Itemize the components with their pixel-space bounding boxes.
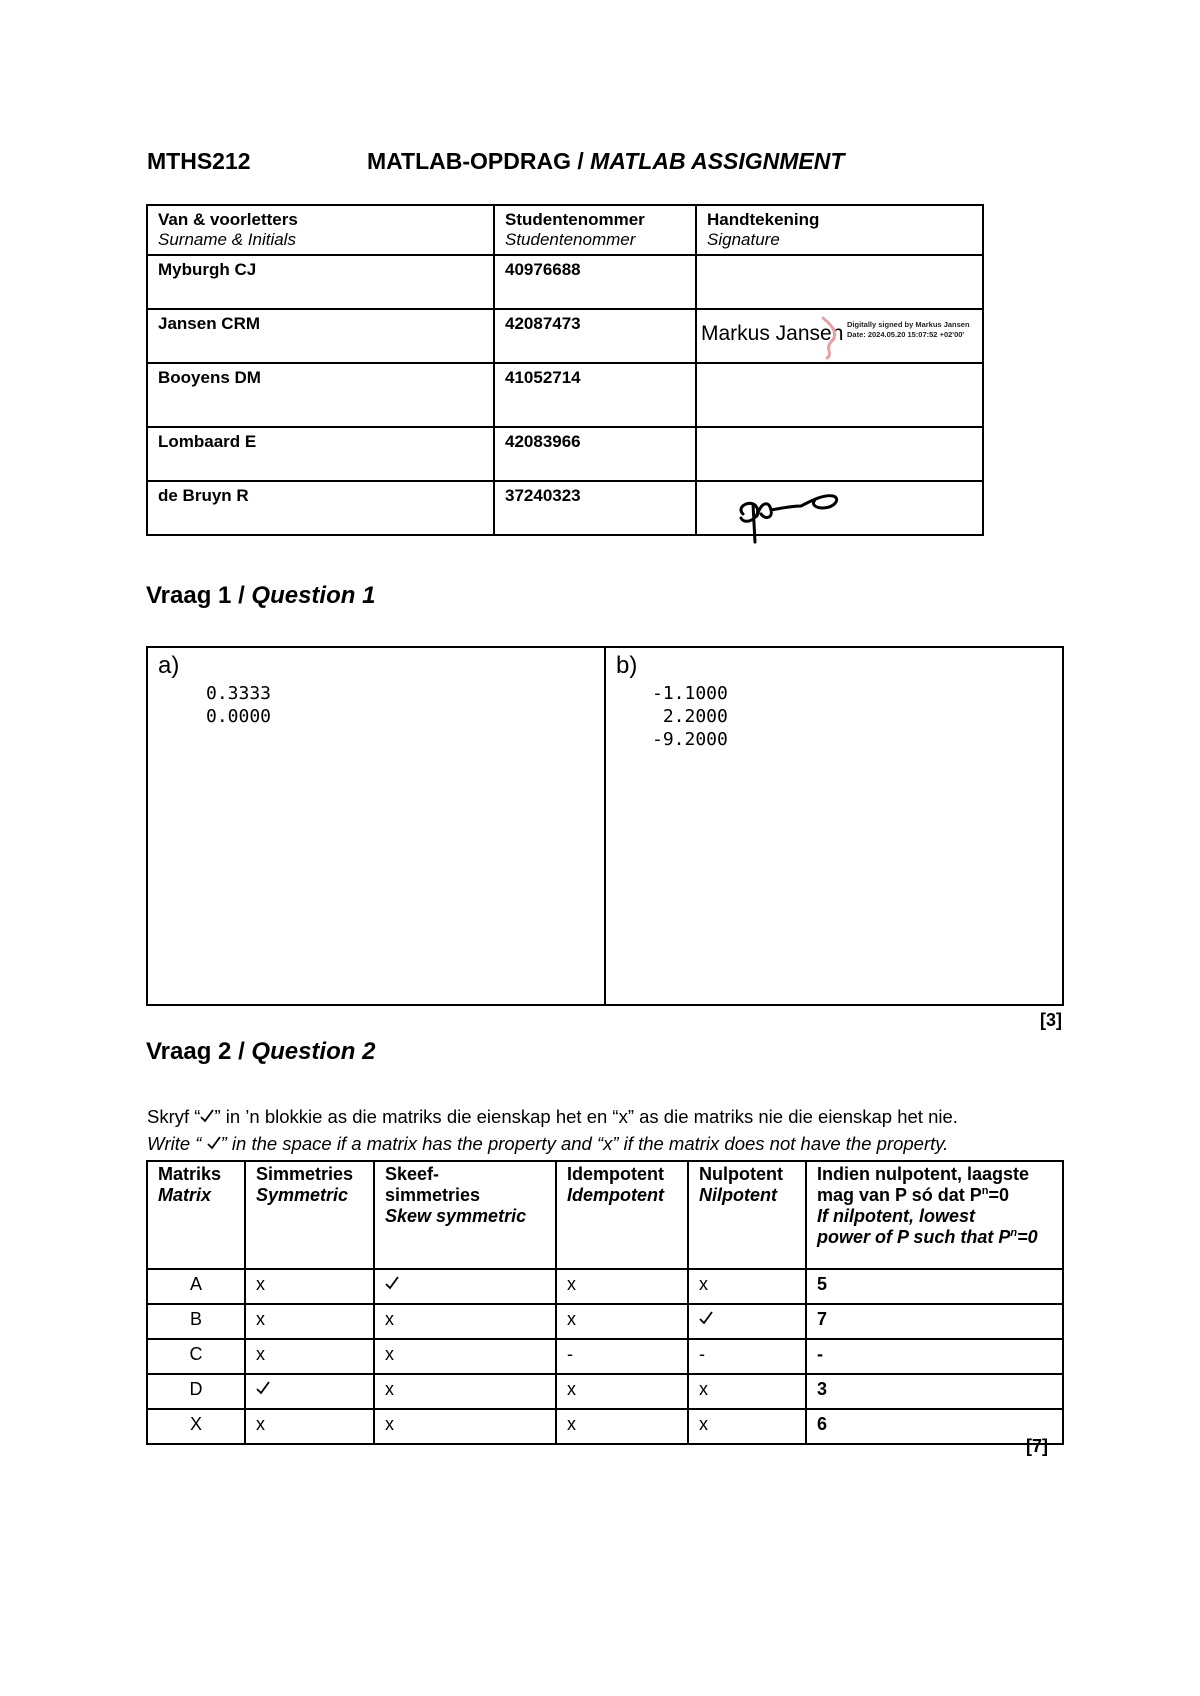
student-name: de Bruyn R bbox=[147, 481, 494, 535]
nilpotent-cell: - bbox=[688, 1339, 806, 1374]
symmetric-cell bbox=[245, 1374, 374, 1409]
instruction-afrikaans: Skryf “ ” in ’n blokkie as die matriks die eienskap het en “x” as die matriks nie die eienskap het nie. bbox=[147, 1106, 958, 1127]
signature-cell bbox=[696, 255, 983, 309]
question2-marks: [7] bbox=[1026, 1436, 1048, 1456]
lowest-cell: - bbox=[806, 1339, 1063, 1374]
student-number: 37240323 bbox=[494, 481, 696, 535]
skew-cell: x bbox=[374, 1339, 556, 1374]
column-lowest-power: Indien nulpotent, laagste mag van P só dat $P^n=0$ If nilpotent, lowest power of P such that $P^n=0$ bbox=[806, 1161, 1063, 1269]
matrix-label: D bbox=[147, 1374, 245, 1409]
checkmark-icon bbox=[200, 1109, 214, 1123]
student-name: Booyens DM bbox=[147, 363, 494, 427]
checkmark-icon bbox=[207, 1136, 221, 1150]
signature-cell bbox=[696, 427, 983, 481]
header-signature: Handtekening Signature bbox=[696, 205, 983, 255]
idempotent-cell: - bbox=[556, 1339, 688, 1374]
idempotent-cell: x bbox=[556, 1409, 688, 1444]
title-english: MATLAB ASSIGNMENT bbox=[590, 148, 845, 174]
lowest-cell: 6 bbox=[806, 1409, 1063, 1444]
symmetric-cell: x bbox=[245, 1339, 374, 1374]
lowest-cell: 5 bbox=[806, 1269, 1063, 1304]
handwritten-signature-icon bbox=[731, 484, 851, 544]
title-afrikaans: MATLAB-OPDRAG / bbox=[367, 148, 584, 174]
column-symmetric: Simmetries Symmetric bbox=[245, 1161, 374, 1269]
header-number: Studentenommer Studentenommer bbox=[494, 205, 696, 255]
matrix-properties-table bbox=[146, 1160, 1064, 1445]
table-row bbox=[147, 1269, 1063, 1304]
table-row bbox=[147, 1304, 1063, 1339]
column-skew-symmetric: Skeef- simmetries Skew symmetric bbox=[374, 1161, 556, 1269]
idempotent-cell: x bbox=[556, 1374, 688, 1409]
question1-title: Vraag 1 / Question 1 bbox=[146, 582, 376, 609]
digital-signature-cell bbox=[696, 309, 983, 363]
nilpotent-cell: x bbox=[688, 1374, 806, 1409]
course-code: MTHS212 bbox=[147, 148, 251, 174]
column-nilpotent: Nulpotent Nilpotent bbox=[688, 1161, 806, 1269]
part-b-values: -1.1000 2.2000 -9.2000 bbox=[652, 683, 728, 750]
checkmark-icon bbox=[256, 1381, 270, 1395]
student-number: 42083966 bbox=[494, 427, 696, 481]
table-row bbox=[147, 1374, 1063, 1409]
idempotent-cell: x bbox=[556, 1304, 688, 1339]
lowest-cell: 7 bbox=[806, 1304, 1063, 1339]
skew-cell bbox=[374, 1269, 556, 1304]
student-number: 42087473 bbox=[494, 309, 696, 363]
table-row bbox=[147, 1409, 1063, 1444]
skew-cell: x bbox=[374, 1409, 556, 1444]
question1-answer-box bbox=[146, 646, 1064, 1006]
signature-cell bbox=[696, 481, 983, 535]
table-row bbox=[147, 1339, 1063, 1374]
question1-marks: [3] bbox=[1040, 1010, 1062, 1030]
assignment-title bbox=[367, 148, 844, 175]
symmetric-cell: x bbox=[245, 1304, 374, 1339]
signature-cell bbox=[696, 363, 983, 427]
lowest-cell: 3 bbox=[806, 1374, 1063, 1409]
matrix-label: B bbox=[147, 1304, 245, 1339]
symmetric-cell: x bbox=[245, 1269, 374, 1304]
student-number: 41052714 bbox=[494, 363, 696, 427]
question2-title: Vraag 2 / Question 2 bbox=[146, 1038, 376, 1065]
matrix-label: X bbox=[147, 1409, 245, 1444]
column-idempotent: Idempotent Idempotent bbox=[556, 1161, 688, 1269]
digital-signature-details: Digitally signed by Markus Jansen Date: 2024.05.20 15:07:52 +02'00' bbox=[847, 320, 970, 339]
part-a-label: a) bbox=[158, 652, 180, 679]
student-name: Myburgh CJ bbox=[147, 255, 494, 309]
nilpotent-cell: x bbox=[688, 1409, 806, 1444]
idempotent-cell: x bbox=[556, 1269, 688, 1304]
digital-signature-name: Markus Jansen bbox=[701, 322, 844, 345]
nilpotent-cell: x bbox=[688, 1269, 806, 1304]
skew-cell: x bbox=[374, 1304, 556, 1339]
matrix-label: C bbox=[147, 1339, 245, 1374]
student-signature-table bbox=[146, 204, 984, 536]
signature-mark-icon bbox=[819, 316, 845, 360]
student-name: Lombaard E bbox=[147, 427, 494, 481]
header-name: Van & voorletters Surname & Initials bbox=[147, 205, 494, 255]
part-b-label: b) bbox=[616, 652, 638, 679]
instruction-english: Write “ ” in the space if a matrix has the property and “x” if the matrix does not have the property. bbox=[147, 1133, 949, 1154]
symmetric-cell: x bbox=[245, 1409, 374, 1444]
student-number: 40976688 bbox=[494, 255, 696, 309]
skew-cell: x bbox=[374, 1374, 556, 1409]
question1-part-b bbox=[604, 648, 1062, 1004]
nilpotent-cell bbox=[688, 1304, 806, 1339]
student-name: Jansen CRM bbox=[147, 309, 494, 363]
checkmark-icon bbox=[385, 1276, 399, 1290]
checkmark-icon bbox=[699, 1311, 713, 1325]
digital-signature bbox=[701, 320, 970, 346]
column-matrix: Matriks Matrix bbox=[147, 1161, 245, 1269]
question1-part-a bbox=[148, 648, 604, 1004]
matrix-label: A bbox=[147, 1269, 245, 1304]
part-a-values: 0.3333 0.0000 bbox=[206, 683, 272, 727]
